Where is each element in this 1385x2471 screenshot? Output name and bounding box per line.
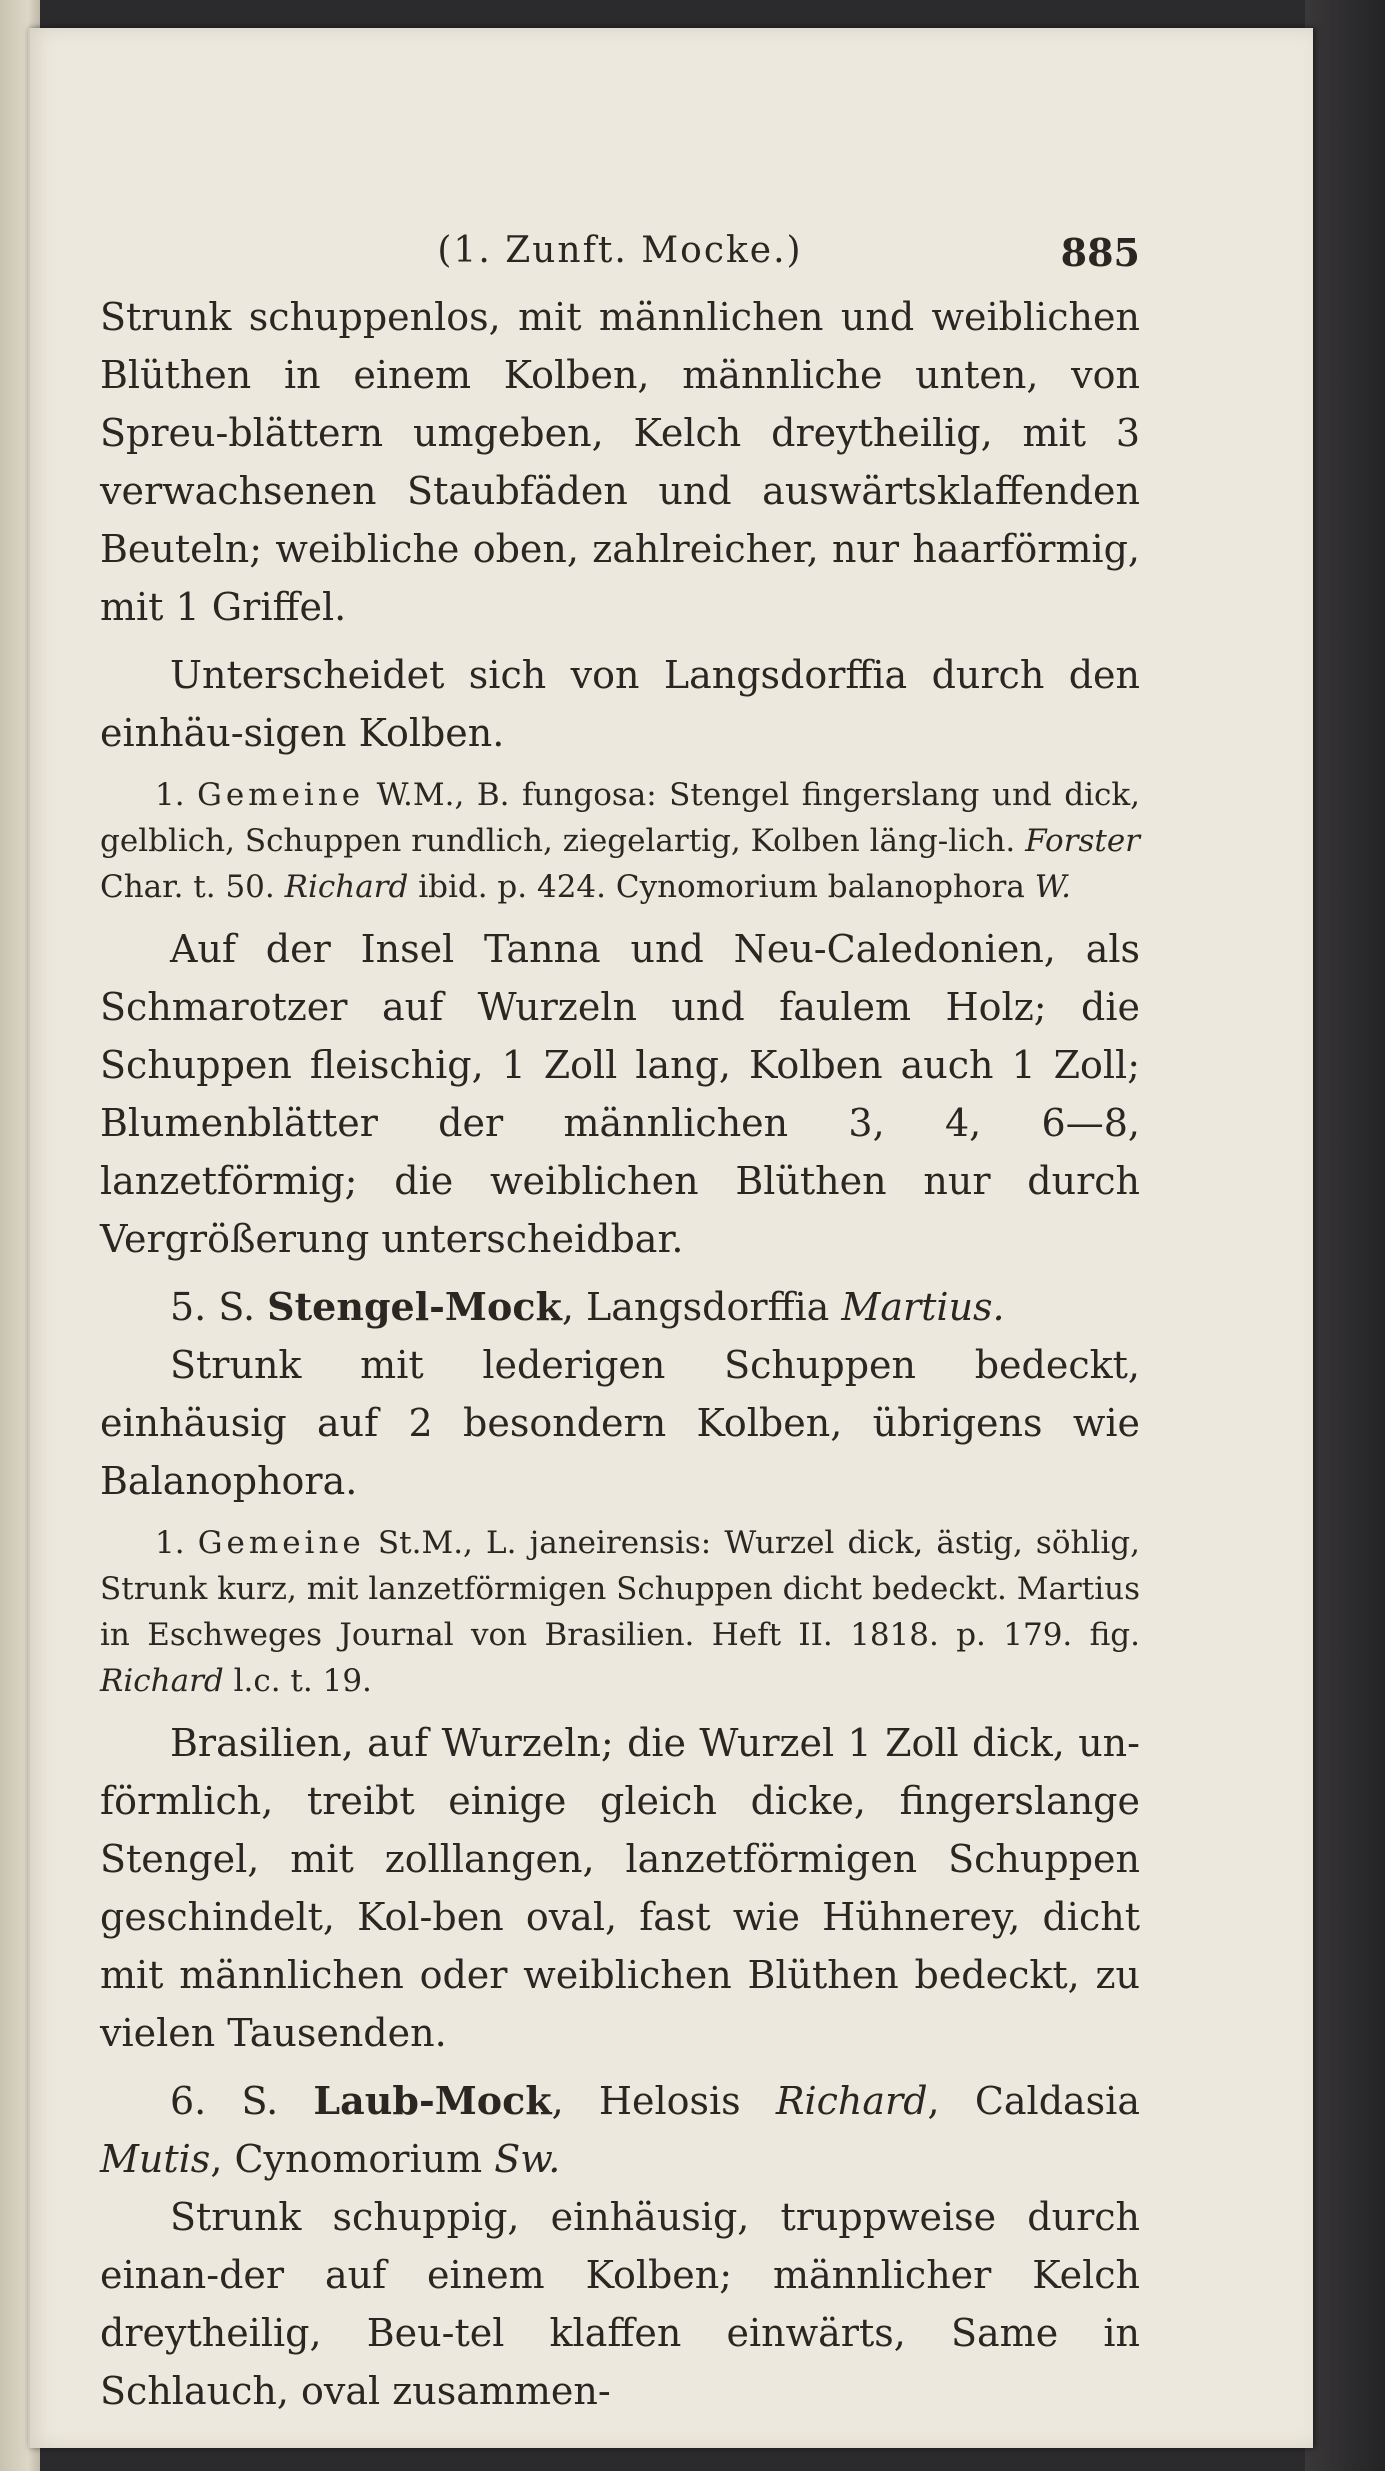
habitat-janeirensis: Brasilien, auf Wurzeln; die Wurzel 1 Zoll dick, un-förmlich, treibt einige gleich dicke, fingerslange Stengel, mit zolllangen, lanzetförmigen Schuppen geschindelt, Kol-ben oval, fast wie Hühnerey, dicht mit männlichen oder weiblichen Blüthen bedeckt, zu vielen Tausenden. xyxy=(100,1721,1140,2055)
species-common-name: Gemeine xyxy=(197,1525,365,1561)
author-name: Richard xyxy=(100,1663,224,1699)
page-header xyxy=(100,218,1140,288)
description-langsdorffia: Strunk mit lederigen Schuppen bedeckt, einhäusig auf 2 besondern Kolben, übrigens wie Balanophora. xyxy=(100,1343,1140,1503)
species-text: St.M., L. janeirensis: Wurzel dick, ästig, söhlig, Strunk kurz, mit lanzetförmigen Schuppen dicht bedeckt. Martius in Eschweges Journal von Brasilien. Heft II. 1818. p. 179. fig. xyxy=(100,1525,1140,1653)
running-head: (1. Zunft. Mocke.) xyxy=(437,230,803,271)
species-entry-janeirensis xyxy=(100,1520,1140,1704)
species-common-name: Gemeine xyxy=(197,777,365,813)
description-balanophora: Strunk schuppenlos, mit männlichen und weiblichen Blüthen in einem Kolben, männliche unten, von Spreu-blättern umgeben, Kelch dreytheilig, mit 3 verwachsenen Staubfäden und auswärtsklaffenden Beuteln; weibliche oben, zahlreicher, nur haarförmig, mit 1 Griffel. xyxy=(100,295,1140,629)
page-number: 885 xyxy=(1060,230,1140,275)
reference-text: ibid. p. 424. Cynomorium balanophora xyxy=(408,869,1035,905)
description-helosis: Strunk schuppig, einhäusig, truppweise durch einan-der auf einem Kolben; männlicher Kelch dreytheilig, Beu-tel klaffen einwärts, Same in Schlauch, oval zusammen- xyxy=(100,2195,1140,2413)
species-number: 1. xyxy=(155,1525,198,1561)
genus-synonym: , Cynomorium xyxy=(210,2137,495,2181)
author-name: Forster xyxy=(1025,823,1140,859)
author-name: Mutis xyxy=(100,2137,211,2181)
author-name: Sw. xyxy=(494,2137,561,2181)
book-page xyxy=(28,28,1313,2448)
genus-synonym: , Caldasia xyxy=(927,2079,1140,2123)
genus-number: 5. S. xyxy=(170,1285,268,1329)
genus-synonym: , Helosis xyxy=(551,2079,776,2123)
background-right xyxy=(1305,0,1385,2471)
author-name: Martius. xyxy=(841,1285,1005,1329)
genus-number: 6. S. xyxy=(170,2079,314,2123)
species-number: 1. xyxy=(155,777,198,813)
author-name: W. xyxy=(1034,869,1072,905)
reference-text: Char. t. 50. xyxy=(100,869,285,905)
page-text xyxy=(100,218,1140,2420)
author-name: Richard xyxy=(284,869,409,905)
genus-name: Stengel-Mock xyxy=(267,1284,562,1329)
species-entry-fungosa xyxy=(100,772,1140,910)
genus-heading-helosis xyxy=(100,2072,1140,2188)
species-text: W.M., B. fungosa: Stengel fingerslang und dick, gelblich, Schuppen rundlich, ziegelartig, Kolben läng-lich. xyxy=(100,777,1140,859)
distinction-note: Unterscheidet sich von Langsdorffia durch den einhäu-sigen Kolben. xyxy=(100,653,1140,755)
genus-synonym: , Langsdorffia xyxy=(561,1285,842,1329)
reference-text: l.c. t. 19. xyxy=(223,1663,372,1699)
habitat-fungosa: Auf der Insel Tanna und Neu-Caledonien, als Schmarotzer auf Wurzeln und faulem Holz; die Schuppen fleischig, 1 Zoll lang, Kolben auch 1 Zoll; Blumenblätter der männlichen 3, 4, 6—8, lanzetförmig; die weiblichen Blüthen nur durch Vergrößerung unterscheidbar. xyxy=(100,927,1140,1261)
genus-heading-langsdorffia xyxy=(100,1278,1140,1336)
author-name: Richard xyxy=(775,2079,928,2123)
genus-name: Laub-Mock xyxy=(313,2078,552,2123)
